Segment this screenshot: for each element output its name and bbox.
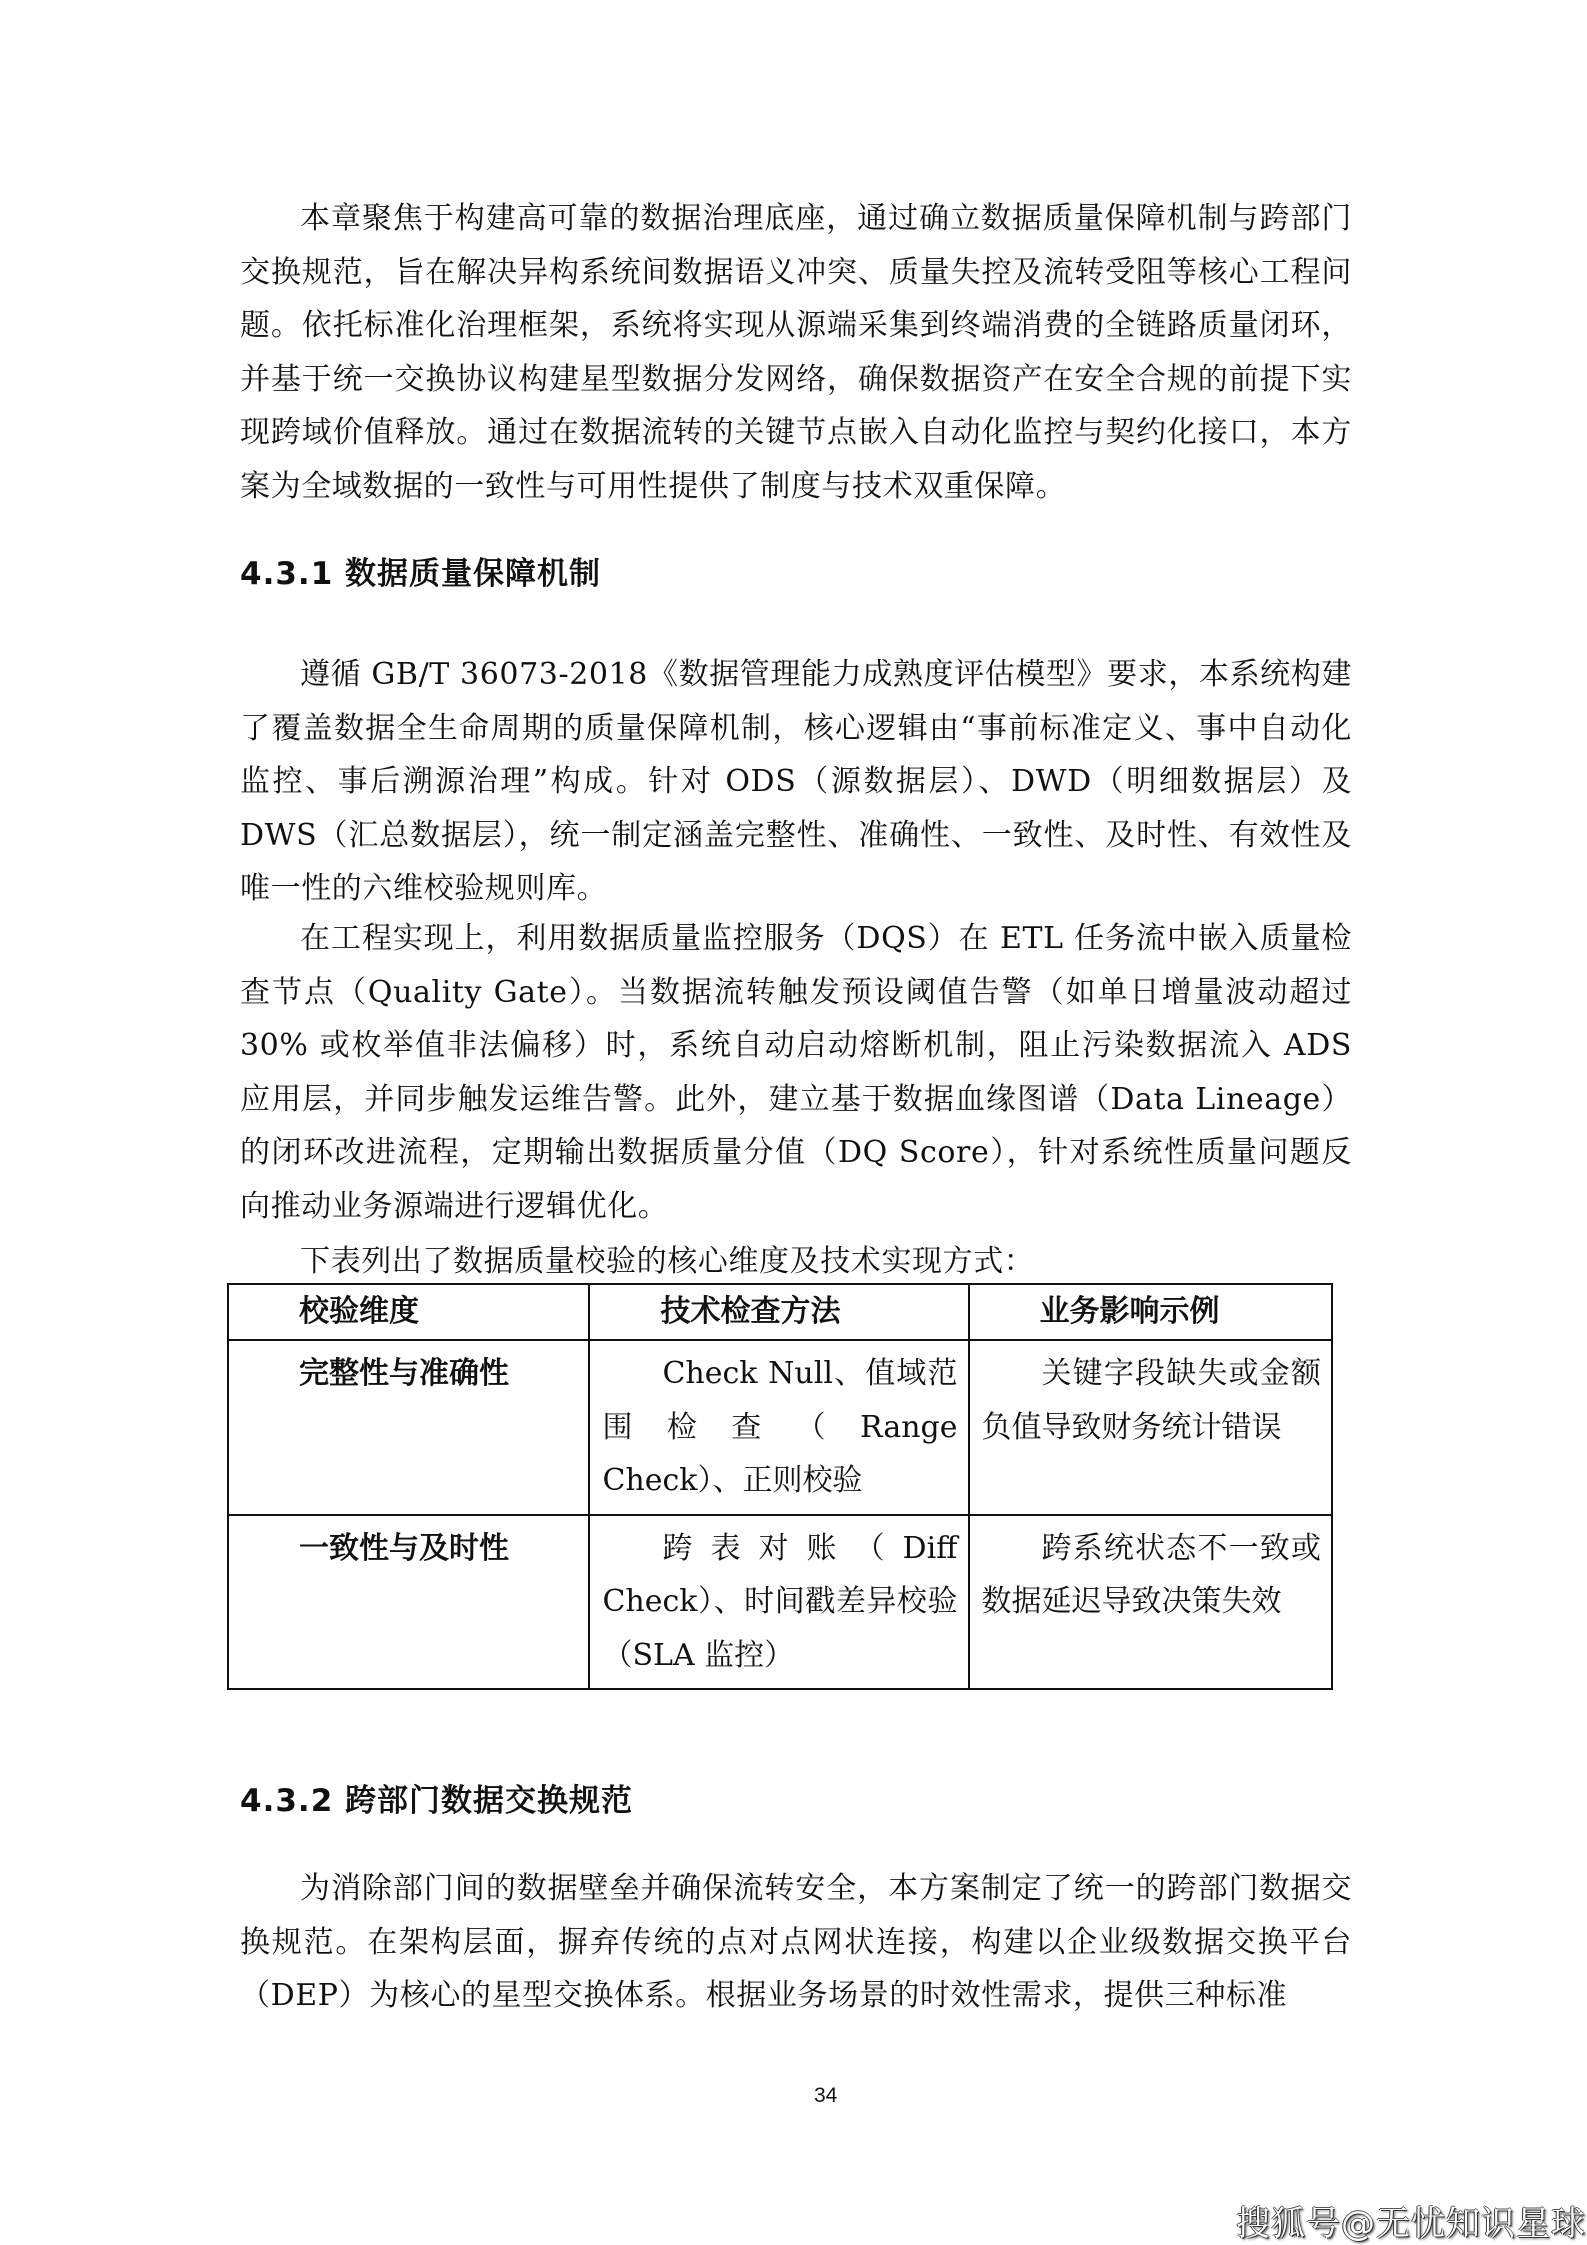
- quality-paragraph-1: 遵循 GB/T 36073-2018《数据管理能力成熟度评估模型》要求，本系统构建了覆盖数据全生命周期的质量保障机制，核心逻辑由“事前标准定义、事中自动化监控、事后溯源治理”构成。针对 ODS（源数据层）、DWD（明细数据层）及 DWS（汇总数据层），统一制定涵盖完整性、准确性、一致性、及时性、有效性及唯一性的六维校验规则库。: [240, 657, 1352, 906]
- table-row: [228, 1340, 1332, 1515]
- table-cell-impact: [969, 1340, 1333, 1515]
- intro-paragraph: 本章聚焦于构建高可靠的数据治理底座，通过确立数据质量保障机制与跨部门交换规范，旨在解决异构系统间数据语义冲突、质量失控及流转受阻等核心工程问题。依托标准化治理框架，系统将实现从源端采集到终端消费的全链路质量闭环，并基于统一交换协议构建星型数据分发网络，确保数据资产在安全合规的前提下实现跨域价值释放。通过在数据流转的关键节点嵌入自动化监控与契约化接口，本方案为全域数据的一致性与可用性提供了制度与技术双重保障。: [240, 201, 1352, 504]
- table-caption: 下表列出了数据质量校验的核心维度及技术实现方式：: [300, 1244, 1035, 1279]
- watermark: 搜狐号@无忧知识星球: [1236, 2204, 1586, 2244]
- table-row: [228, 1515, 1332, 1690]
- table-cell-method: [589, 1340, 968, 1515]
- cell-text: 跨表对账（Diff Check）、时间戳差异校验（SLA 监控）: [602, 1530, 958, 1673]
- page-number: 34: [814, 2084, 838, 2107]
- cell-text: 关键字段缺失或金额负值导致财务统计错误: [981, 1356, 1321, 1445]
- table-cell-dimension: 完整性与准确性: [228, 1340, 589, 1515]
- section-heading-4-3-2: 4.3.2 跨部门数据交换规范: [240, 1783, 634, 1819]
- table-cell-method: [589, 1515, 968, 1690]
- table-header-cell: 业务影响示例: [969, 1284, 1333, 1340]
- quality-dimension-table: [227, 1283, 1333, 1690]
- table-header-row: [228, 1284, 1332, 1340]
- exchange-paragraph-1: 为消除部门间的数据壁垒并确保流转安全，本方案制定了统一的跨部门数据交换规范。在架构层面，摒弃传统的点对点网状连接，构建以企业级数据交换平台（DEP）为核心的星型交换体系。根据业务场景的时效性需求，提供三种标准: [240, 1871, 1352, 2013]
- quality-paragraph-2: 在工程实现上，利用数据质量监控服务（DQS）在 ETL 任务流中嵌入质量检查节点（Quality Gate）。当数据流转触发预设阈值告警（如单日增量波动超过 30% 或枚举值非法偏移）时，系统自动启动熔断机制，阻止污染数据流入 ADS 应用层，并同步触发运维告警。此外，建立基于数据血缘图谱（Data Lineage）的闭环改进流程，定期输出数据质量分值（DQ Score），针对系统性质量问题反向推动业务源端进行逻辑优化。: [240, 921, 1352, 1224]
- table-cell-impact: [969, 1515, 1333, 1690]
- table-header-cell: 校验维度: [228, 1284, 589, 1340]
- cell-text: 跨系统状态不一致或数据延迟导致决策失效: [981, 1530, 1321, 1619]
- table-header-cell: 技术检查方法: [589, 1284, 968, 1340]
- cell-text: Check Null、值域范围检查（Range Check）、正则校验: [602, 1356, 958, 1498]
- section-heading-4-3-1: 4.3.1 数据质量保障机制: [240, 556, 602, 592]
- table-cell-dimension: 一致性与及时性: [228, 1515, 589, 1690]
